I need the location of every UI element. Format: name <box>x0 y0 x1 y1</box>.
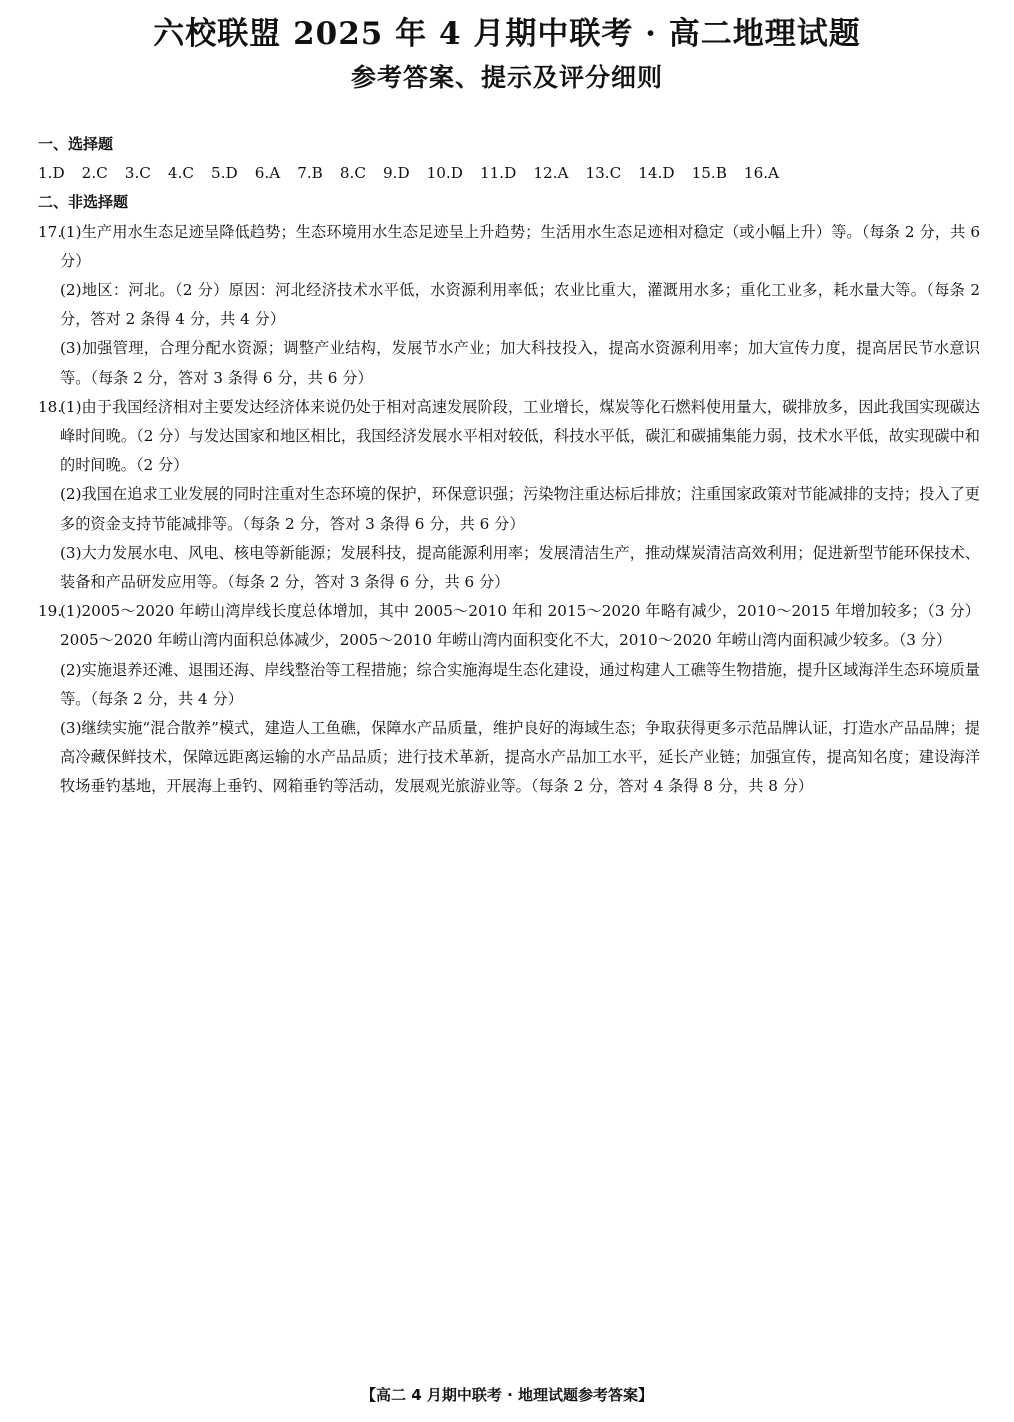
page-footer: 【高二 4 月期中联考 · 地理试题参考答案】 <box>360 1386 654 1404</box>
answer-text: (1)由于我国经济相对主要发达经济体来说仍处于相对高速发展阶段，工业增长，煤炭等化石燃料使用量大，碳排放多，因此我国实现碳达峰时间晚。（2 分）与发达国家和地区相比，我国经济发展水平相对较低，科技水平低，碳汇和碳捕集能力弱，技术水平低，故实现碳中和的时间晚。（2 分） <box>60 397 980 475</box>
question-part: (3)加强管理，合理分配水资源；调整产业结构，发展节水产业；加大科技投入，提高水资源利用率；加大宣传力度，提高居民节水意识等。（每条 2 分，答对 3 条得 6 分，共 6 分） <box>60 339 980 387</box>
page-subtitle: 参考答案、提示及评分细则 <box>350 63 663 92</box>
mc-answer: 9.D <box>382 164 410 183</box>
question-part <box>38 218 980 276</box>
mc-answer: 11.D <box>479 164 517 183</box>
question-part <box>38 597 980 655</box>
mc-answer: 6.A <box>254 164 281 183</box>
answer-content <box>38 130 980 802</box>
question-17 <box>38 218 980 393</box>
mc-answer: 3.C <box>124 164 151 183</box>
answer-text: (1)2005～2020 年崂山湾岸线长度总体增加，其中 2005～2010 年和 2015～2020 年略有减少，2010～2015 年增加较多；（3 分）2005～2020 年崂山湾内面积总体减少，2005～2010 年崂山湾内面积变化不大，2010～2020 年崂山湾内面积减少较多。（3 分） <box>60 602 980 650</box>
question-19 <box>38 597 980 801</box>
mc-answer: 16.A <box>743 164 780 183</box>
question-part: (2)实施退养还滩、退围还海、岸线整治等工程措施；综合实施海堤生态化建设，通过构建人工礁等生物措施，提升区域海洋生态环境质量等。（每条 2 分，共 4 分） <box>60 660 980 708</box>
question-part: (3)大力发展水电、风电、核电等新能源；发展科技，提高能源利用率；发展清洁生产，推动煤炭清洁高效利用；促进新型节能环保技术、装备和产品研发应用等。（每条 2 分，答对 3 条得 6 分，共 6 分） <box>60 543 980 592</box>
mc-answer: 10.D <box>426 164 463 183</box>
section-heading-multiple-choice: 一、选择题 <box>38 135 114 153</box>
mc-answer: 15.B <box>691 164 727 183</box>
mc-answer: 8.C <box>339 164 366 183</box>
question-number: 19. <box>38 602 63 621</box>
question-18 <box>38 393 980 597</box>
mc-answer: 12.A <box>533 164 569 183</box>
mc-answer: 13.C <box>585 164 622 183</box>
question-number: 18. <box>38 397 63 416</box>
mc-answer: 1.D <box>38 164 65 183</box>
question-part <box>38 393 980 481</box>
multiple-choice-answers <box>38 159 980 188</box>
question-number: 17. <box>38 222 63 241</box>
mc-answer: 14.D <box>638 164 675 183</box>
page-title: 六校联盟 2025 年 4 月期中联考 · 高二地理试题 <box>153 16 861 52</box>
mc-answer: 5.D <box>211 164 238 183</box>
question-part: (3)继续实施“混合散养”模式，建造人工鱼礁，保障水产品质量，维护良好的海域生态；争取获得更多示范品牌认证，打造水产品品牌；提高冷藏保鲜技术，保障远距离运输的水产品品质；进行技术革新，提高水产品加工水平，延长产业链；加强宣传，提高知名度；建设海洋牧场垂钓基地，开展海上垂钓、网箱垂钓等活动，发展观光旅游业等。（每条 2 分，答对 4 条得 8 分，共 8 分） <box>60 719 980 796</box>
answer-text: (1)生产用水生态足迹呈降低趋势；生态环境用水生态足迹呈上升趋势；生活用水生态足迹相对稳定（或小幅上升）等。（每条 2 分，共 6 分） <box>60 222 980 270</box>
mc-answer: 2.C <box>81 164 108 183</box>
question-part: (2)我国在追求工业发展的同时注重对生态环境的保护，环保意识强；污染物注重达标后排放；注重国家政策对节能减排的支持；投入了更多的资金支持节能减排等。（每条 2 分，答对 3 条得 6 分，共 6 分） <box>60 485 980 533</box>
mc-answer: 7.B <box>297 164 323 183</box>
mc-answer: 4.C <box>167 164 195 183</box>
question-part: (2)地区：河北。（2 分）原因：河北经济技术水平低，水资源利用率低；农业比重大，灌溉用水多；重化工业多，耗水量大等。（每条 2 分，答对 2 条得 4 分，共 4 分） <box>60 281 980 329</box>
section-heading-non-choice: 二、非选择题 <box>38 193 129 212</box>
